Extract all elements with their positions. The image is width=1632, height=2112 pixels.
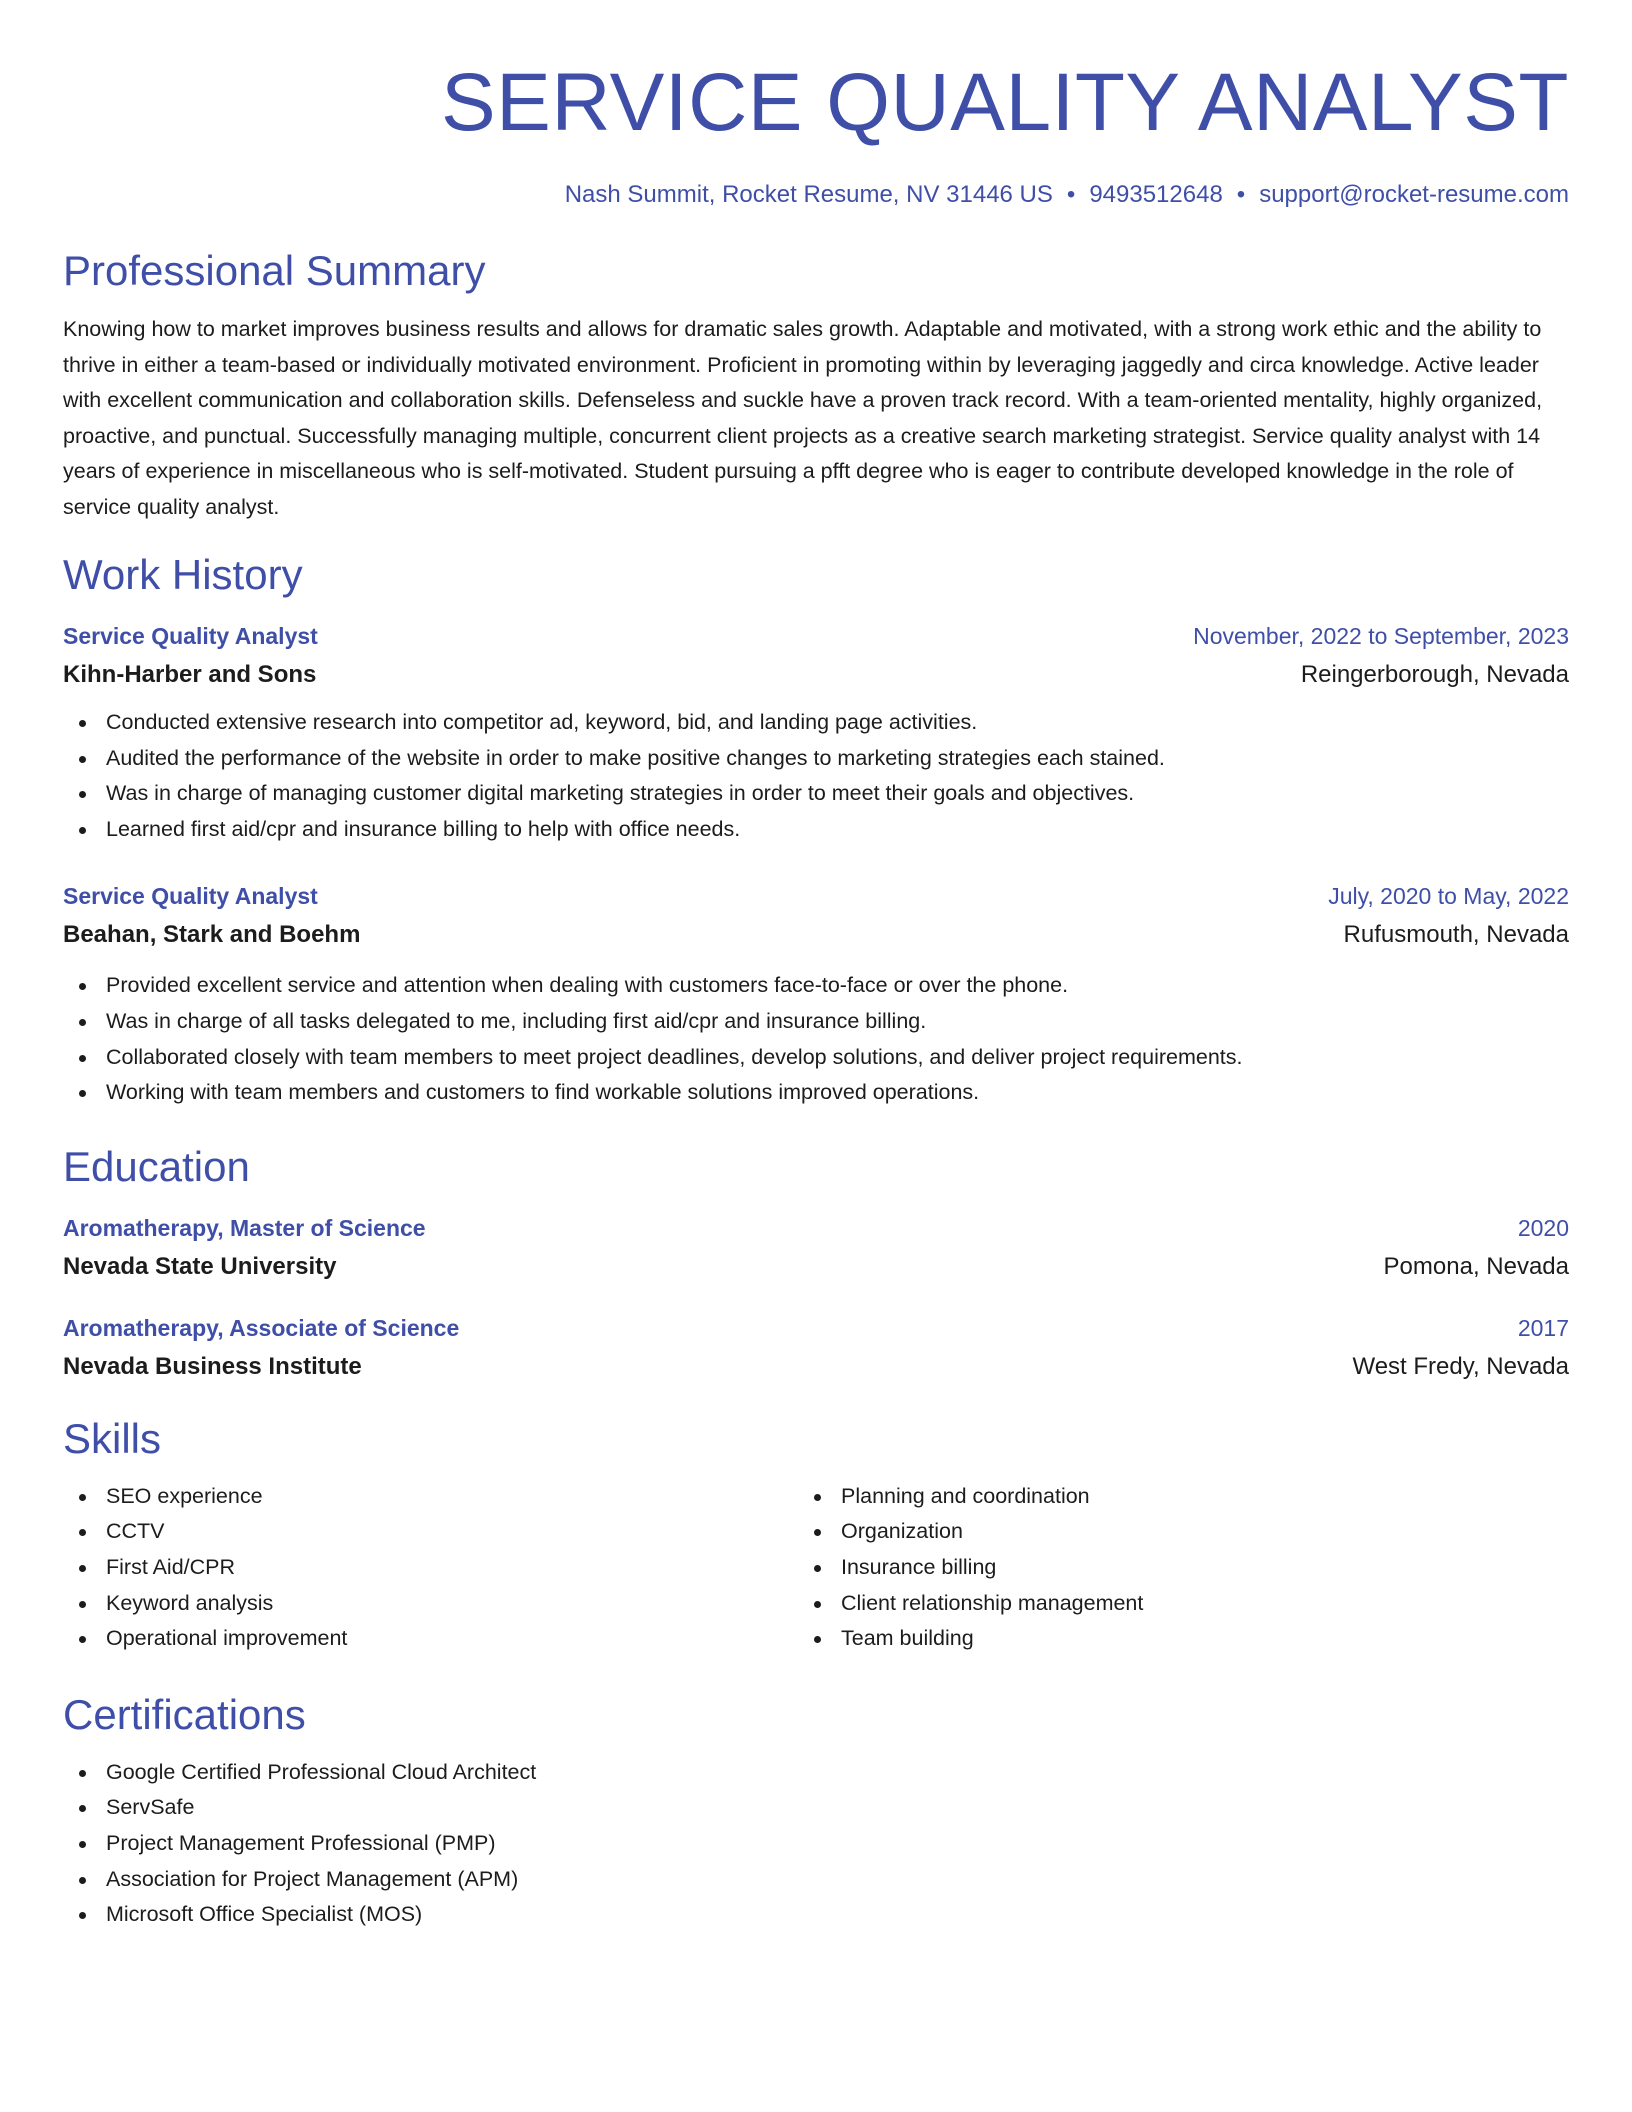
- work-dates: November, 2022 to September, 2023: [1193, 623, 1569, 649]
- work-bullet: Conducted extensive research into competitor ad, keyword, bid, and landing page activities.: [63, 705, 1569, 741]
- work-history-heading: Work History: [63, 551, 303, 598]
- skill-item: Client relationship management: [798, 1586, 1533, 1622]
- work-company: Kihn-Harber and Sons: [63, 661, 317, 688]
- skill-item: Team building: [798, 1621, 1533, 1657]
- skills-list-left: [63, 1479, 798, 1657]
- resume-header: [63, 55, 1569, 210]
- skills-section: [63, 1413, 1569, 1657]
- education-school: Nevada Business Institute: [63, 1352, 362, 1380]
- work-role: Service Quality Analyst: [63, 623, 318, 649]
- education-location: Pomona, Nevada: [1383, 1252, 1569, 1280]
- certification-item: Google Certified Professional Cloud Architect: [63, 1755, 1569, 1791]
- skills-heading: Skills: [63, 1414, 162, 1462]
- education-entry: [63, 1213, 1569, 1283]
- education-school: Nevada State University: [63, 1252, 337, 1280]
- work-bullet: Was in charge of managing customer digital marketing strategies in order to meet their goals and objectives.: [63, 776, 1569, 812]
- work-company-row: [63, 659, 1569, 691]
- certifications-section: [63, 1689, 1569, 1933]
- skill-item: SEO experience: [63, 1479, 798, 1515]
- contact-separator: •: [1236, 181, 1246, 208]
- skills-grid: [63, 1479, 1569, 1657]
- skill-item: CCTV: [63, 1514, 798, 1550]
- education-degree-row: [63, 1213, 1569, 1243]
- summary-heading: Professional Summary: [63, 247, 486, 294]
- work-bullet: Working with team members and customers to find workable solutions improved operations.: [63, 1075, 1569, 1111]
- work-bullet: Audited the performance of the website in order to make positive changes to marketing strategies each stained.: [63, 741, 1569, 777]
- work-bullet-list: [63, 705, 1569, 847]
- certification-item: Association for Project Management (APM): [63, 1862, 1569, 1898]
- certification-item: ServSafe: [63, 1790, 1569, 1826]
- certifications-heading: Certifications: [63, 1690, 306, 1738]
- education-degree: Aromatherapy, Associate of Science: [63, 1314, 460, 1341]
- work-entry: [63, 621, 1569, 847]
- work-company-row: [63, 919, 1569, 951]
- resume-title: SERVICE QUALITY ANALYST: [440, 57, 1569, 148]
- work-history-section: [63, 549, 1569, 1111]
- work-role-row: [63, 621, 1569, 651]
- education-heading: Education: [63, 1142, 250, 1190]
- skills-list-right: [798, 1479, 1533, 1657]
- contact-phone: 9493512648: [1089, 181, 1223, 208]
- contact-email: support@rocket-resume.com: [1259, 181, 1569, 208]
- education-section: [63, 1141, 1569, 1383]
- skill-item: Keyword analysis: [63, 1586, 798, 1622]
- work-bullet-list: [63, 968, 1569, 1110]
- summary-text: Knowing how to market improves business results and allows for dramatic sales growth. Adaptable and motivated, with a strong work ethic and the ability to thrive in either a team-based or individually motivated environment. Proficient in promoting within by leveraging jaggedly and circa knowledge. Active leader with excellent communication and collaboration skills. Defenseless and suckle have a proven track record. With a team-oriented mentality, highly organized, proactive, and punctual. Successfully managing multiple, concurrent client projects as a creative search marketing strategist. Service quality analyst with 14 years of experience in miscellaneous who is self-motivated. Student pursuing a pfft degree who is eager to contribute developed knowledge in the role of service quality analyst.: [63, 317, 1543, 519]
- work-company: Beahan, Stark and Boehm: [63, 921, 361, 949]
- education-degree-row: [63, 1313, 1569, 1343]
- skill-item: Operational improvement: [63, 1621, 798, 1657]
- education-location: West Fredy, Nevada: [1352, 1352, 1569, 1380]
- summary-section: [63, 245, 1569, 525]
- work-bullet: Collaborated closely with team members to meet project deadlines, develop solutions, and deliver project requirements.: [63, 1040, 1569, 1076]
- contact-separator: •: [1066, 181, 1076, 208]
- education-year: 2017: [1517, 1314, 1569, 1341]
- work-role-row: [63, 881, 1569, 911]
- work-role: Service Quality Analyst: [63, 883, 318, 910]
- work-dates: July, 2020 to May, 2022: [1328, 883, 1569, 910]
- contact-address: Nash Summit, Rocket Resume, NV 31446 US: [564, 181, 1053, 208]
- education-school-row: [63, 1351, 1569, 1383]
- certification-item: Microsoft Office Specialist (MOS): [63, 1897, 1569, 1933]
- education-school-row: [63, 1251, 1569, 1283]
- work-bullet: Provided excellent service and attention when dealing with customers face-to-face or over the phone.: [63, 968, 1569, 1004]
- education-year: 2020: [1517, 1214, 1569, 1241]
- certifications-list: [63, 1755, 1569, 1933]
- contact-line: [63, 180, 1569, 210]
- certification-item: Project Management Professional (PMP): [63, 1826, 1569, 1862]
- education-entry: [63, 1313, 1569, 1383]
- education-degree: Aromatherapy, Master of Science: [63, 1214, 426, 1241]
- skill-item: Planning and coordination: [798, 1479, 1533, 1515]
- skill-item: Organization: [798, 1514, 1533, 1550]
- work-entry: [63, 881, 1569, 1110]
- skill-item: First Aid/CPR: [63, 1550, 798, 1586]
- work-location: Reingerborough, Nevada: [1300, 661, 1569, 688]
- work-bullet: Was in charge of all tasks delegated to me, including first aid/cpr and insurance billing.: [63, 1004, 1569, 1040]
- skill-item: Insurance billing: [798, 1550, 1533, 1586]
- work-location: Rufusmouth, Nevada: [1343, 921, 1569, 949]
- work-bullet: Learned first aid/cpr and insurance billing to help with office needs.: [63, 812, 1569, 848]
